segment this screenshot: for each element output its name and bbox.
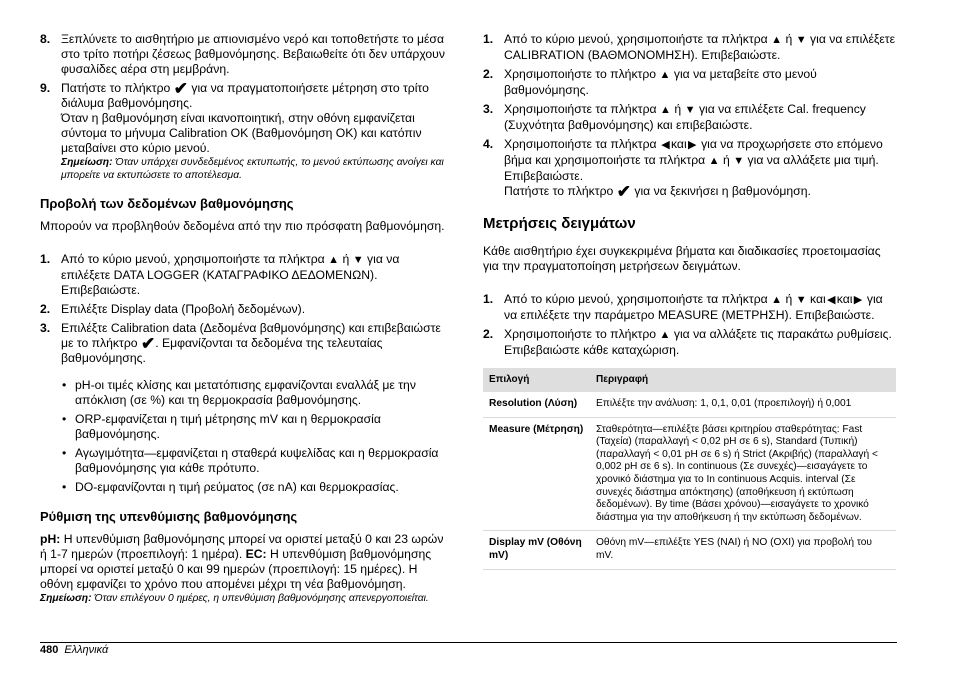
list-item: • DO-εμφανίζονται η τιμή ρεύματος (σε nA) και θερμοκρασίας. <box>40 480 452 495</box>
step-number: 1. <box>483 32 494 46</box>
measure-step-2 <box>483 327 897 358</box>
step-text: Από το κύριο μενού, χρησιμοποιήστε τα πλήκτρα <box>61 252 325 266</box>
measure-step-1 <box>483 292 897 323</box>
table-row <box>483 531 896 569</box>
step-text: Επιλέξτε Calibration data (Δεδομένα βαθμονόμησης) και επιβεβαιώστε με το πλήκτρο <box>61 321 441 350</box>
right-arrow-icon: ▶ <box>853 294 863 306</box>
up-arrow-icon: ▲ <box>771 294 783 306</box>
check-icon: ✔ <box>616 182 631 201</box>
step-text: και <box>670 137 687 151</box>
list-item: • pH-οι τιμές κλίσης και μετατόπισης εμφανίζονται εναλλάξ με την απόκλιση (σε %) και τη θερμοκρασία βαθμονόμησης. <box>40 378 452 408</box>
step-text: ή <box>785 32 793 46</box>
note <box>61 156 452 182</box>
section-intro: Κάθε αισθητήριο έχει συγκεκριμένα βήματα και διαδικασίες προετοιμασίας για την πραγματοποίηση μετρήσεων δειγμάτων. <box>483 244 881 273</box>
down-arrow-icon: ▼ <box>733 155 745 167</box>
down-arrow-icon: ▼ <box>795 34 807 46</box>
cal-step-3 <box>483 102 897 133</box>
step-number: 2. <box>40 302 51 316</box>
step-text: Από το κύριο μενού, χρησιμοποιήστε τα πλήκτρα <box>504 292 768 306</box>
left-column <box>40 32 452 605</box>
step-text: για να επιλέξετε Cal. frequency (Συχνότητα βαθμονόμησης) και επιβεβαιώστε. <box>504 102 866 132</box>
step-number: 3. <box>40 321 51 335</box>
page-footer <box>40 643 108 657</box>
list-item: • ORP-εμφανίζεται η τιμή μέτρησης mV και η θερμοκρασία βαθμονόμησης. <box>40 412 452 442</box>
ec-text: Η υπενθύμιση βαθμονόμησης μπορεί να οριστεί μεταξύ 0 και 99 ημερών (προεπιλογή: 15 ημέρες). Η οθόνη εμφανίζει το χρόνο που απομένει μέχρι τη νέα βαθμονόμηση. <box>40 547 432 591</box>
step-text: ή <box>674 102 682 116</box>
description-cell: Σταθερότητα—επιλέξτε βάσει κριτηρίου σταθερότητας: Fast (Ταχεία) (παραλλαγή < 0,02 pH σε 6 s), Standard (Τυπική) (παραλλαγή < 0,01 pH σε 6 s) ή Strict (Ακριβής) (παραλλαγή < 0,002 pH σε 6 s). In continuous (Σε συνεχές)—εισαγάγετε το χρονικό διάστημα για το In continuous Acquis. interval (Σε συνεχές διάστημα απόκτησης) (αποθήκευση ή εκτύπωση δεδομένων). By time (Βάσει χρόνου)—εισαγάγετε το χρονικό διάστημα για την αποθήκευση ή την εκτύπωση δεδομένων. <box>590 417 896 531</box>
note-label: Σημείωση: <box>61 157 113 168</box>
footer-divider <box>40 642 897 643</box>
cal-step-4 <box>483 137 897 199</box>
description-cell: Επιλέξτε την ανάλυση: 1, 0,1, 0,01 (προεπιλογή) ή 0,001 <box>590 392 896 417</box>
step-8 <box>40 32 452 77</box>
down-arrow-icon: ▼ <box>795 294 807 306</box>
step-text: για να αλλάξετε μια τιμή. Επιβεβαιώστε. <box>504 153 879 183</box>
step-text: και <box>810 292 826 306</box>
step-text: για να επιλέξετε DATA LOGGER (ΚΑΤΑΓΡΑΦΙΚΟ ΔΕΔΟΜΕΝΩΝ). Επιβεβαιώστε. <box>61 252 400 297</box>
description-cell: Οθόνη mV—επιλέξτε YES (ΝΑΙ) ή NO (ΟΧΙ) για προβολή του mV. <box>590 531 896 569</box>
note-label: Σημείωση: <box>40 593 92 604</box>
step-text: για να μεταβείτε στο μενού βαθμονόμησης. <box>504 67 817 97</box>
step-text: για να επιλέξετε CALIBRATION (ΒΑΘΜΟΝΟΜΗΣΗ). Επιβεβαιώστε. <box>504 32 896 62</box>
option-cell: Resolution (Λύση) <box>483 392 590 417</box>
step-number: 4. <box>483 137 494 151</box>
up-arrow-icon: ▲ <box>660 104 671 116</box>
check-icon: ✔ <box>173 79 188 98</box>
section-heading-view-data: Προβολή των δεδομένων βαθμονόμησης <box>40 196 294 211</box>
step-text: Από το κύριο μενού, χρησιμοποιήστε τα πλήκτρα <box>504 32 768 46</box>
step-9 <box>40 81 452 182</box>
column-header-option: Επιλογή <box>483 368 590 392</box>
option-cell: Measure (Μέτρηση) <box>483 417 590 531</box>
left-arrow-icon: ◀ <box>827 294 836 306</box>
step-number: 1. <box>483 292 494 306</box>
footer-language: Ελληνικά <box>64 644 109 656</box>
step-text: για να προχωρήσετε στο επόμενο βήμα και χρησιμοποιήστε τα πλήκτρα <box>504 137 883 167</box>
step-text: Ξεπλύνετε το αισθητήριο με απιονισμένο νερό και τοποθετήστε το μέσα στο τρίτο ποτήρι ζέσεως βαθμονόμησης. Βεβαιωθείτε ότι δεν υπάρχουν φυσαλίδες αέρα στη μεμβράνη. <box>61 32 445 76</box>
ec-label: EC: <box>245 547 267 561</box>
up-arrow-icon: ▲ <box>771 34 783 46</box>
list-item: • Αγωγιμότητα—εμφανίζεται η σταθερά κυψελίδας και η θερμοκρασία βαθμονόμησης για κάθε πρότυπο. <box>40 446 452 476</box>
ph-label: pH: <box>40 532 61 546</box>
view-step-1 <box>40 252 452 298</box>
step-text: Χρησιμοποιήστε το πλήκτρο <box>504 327 657 341</box>
view-step-2 <box>40 302 452 317</box>
note-text: Όταν υπάρχει συνδεδεμένος εκτυπωτής, το μενού εκτύπωσης ανοίγει και μπορείτε να εκτυπώσετε το αποτέλεσμα. <box>61 157 444 181</box>
step-text: Πατήστε το πλήκτρο <box>504 184 614 198</box>
step-text: Χρησιμοποιήστε τα πλήκτρα <box>504 137 657 151</box>
note-text: Όταν επιλέγουν 0 ημέρες, η υπενθύμιση βαθμονόμησης απενεργοποιείται. <box>94 593 429 604</box>
step-text: Χρησιμοποιήστε τα πλήκτρα <box>504 102 657 116</box>
step-text: και <box>836 292 853 306</box>
cal-step-1 <box>483 32 897 63</box>
step-text: ή <box>785 292 793 306</box>
page-number: 480 <box>40 644 59 656</box>
reminder-text <box>40 532 452 592</box>
step-number: 8. <box>40 32 51 46</box>
up-arrow-icon: ▲ <box>659 69 671 81</box>
step-number: 2. <box>483 67 494 81</box>
up-arrow-icon: ▲ <box>708 155 720 167</box>
table-row <box>483 392 896 417</box>
step-text: για να αλλάξετε τις παρακάτω ρυθμίσεις. Επιβεβαιώστε κάθε καταχώριση. <box>504 327 892 357</box>
step-number: 3. <box>483 102 494 116</box>
cal-step-2 <box>483 67 897 98</box>
section-intro: Μπορούν να προβληθούν δεδομένα από την πιο πρόσφατη βαθμονόμηση. <box>40 219 445 233</box>
left-arrow-icon: ◀ <box>661 139 670 151</box>
step-text: για να ξεκινήσει η βαθμονόμηση. <box>634 184 811 198</box>
step-text: για να επιλέξετε την παράμετρο MEASURE (ΜΕΤΡΗΣΗ). Επιβεβαιώστε. <box>504 292 883 322</box>
step-text: Επιλέξτε Display data (Προβολή δεδομένων). <box>61 302 306 316</box>
down-arrow-icon: ▼ <box>684 104 696 116</box>
step-number: 9. <box>40 81 51 95</box>
table-header-row <box>483 368 896 392</box>
step-text: Χρησιμοποιήστε το πλήκτρο <box>504 67 657 81</box>
down-arrow-icon: ▼ <box>352 254 364 266</box>
view-step-3 <box>40 321 452 366</box>
ph-text: Η υπενθύμιση βαθμονόμησης μπορεί να οριστεί μεταξύ 0 και 23 ωρών ή 1-7 ημερών (προεπιλογή: 1 ημέρα). <box>40 532 444 561</box>
step-text: ή <box>342 252 350 266</box>
step-text: . Εμφανίζονται τα δεδομένα της τελευταίας βαθμονόμησης. <box>61 336 383 365</box>
step-number: 2. <box>483 327 494 341</box>
section-heading-sample-measurements: Μετρήσεις δειγμάτων <box>483 215 636 232</box>
step-text: Πατήστε το πλήκτρο <box>61 81 171 95</box>
settings-table <box>483 368 896 570</box>
table-row <box>483 417 896 531</box>
section-heading-reminder: Ρύθμιση της υπενθύμισης βαθμονόμησης <box>40 509 298 524</box>
step-number: 1. <box>40 252 51 266</box>
step-text: για να πραγματοποιήσετε μέτρηση στο τρίτο διάλυμα βαθμονόμησης. <box>61 81 429 110</box>
check-icon: ✔ <box>140 334 156 353</box>
up-arrow-icon: ▲ <box>328 254 340 266</box>
option-cell: Display mV (Οθόνη mV) <box>483 531 590 569</box>
right-arrow-icon: ▶ <box>687 139 697 151</box>
step-text: ή <box>722 153 730 167</box>
column-header-description: Περιγραφή <box>590 368 896 392</box>
right-column <box>483 32 897 570</box>
calibration-data-list <box>40 378 452 495</box>
up-arrow-icon: ▲ <box>659 329 671 341</box>
note <box>40 592 452 605</box>
step-text: Όταν η βαθμονόμηση είναι ικανοποιητική, στην οθόνη εμφανίζεται σύντομα το μήνυμα Calibration OK (Βαθμονόμηση OK) και κατόπιν μεταβαίνει στο κύριο μενού. <box>61 111 422 155</box>
